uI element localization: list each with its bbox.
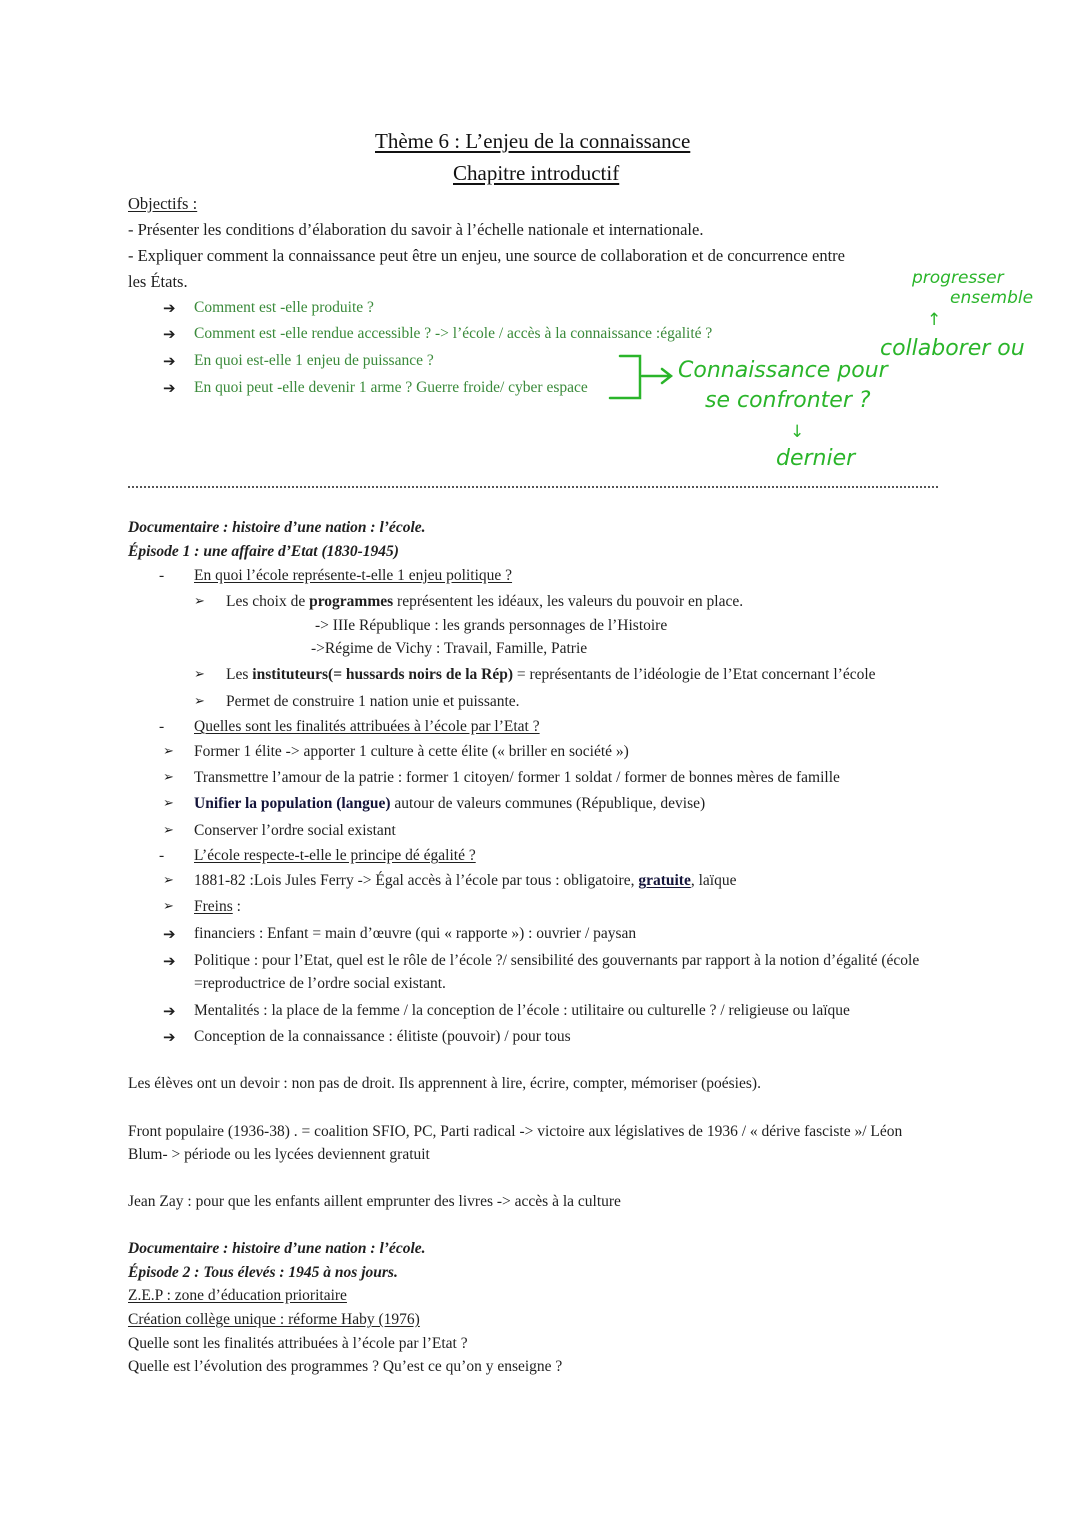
arrow-item: Mentalités : la place de la femme / la conception de l’école : utilitaire ou culturelle ? / religieuse ou laïque xyxy=(194,1002,850,1019)
episode2-line: Création collège unique : réforme Haby (1976) xyxy=(128,1311,420,1328)
arrow-icon: ➔ xyxy=(163,299,176,317)
paragraph: Les élèves ont un devoir : non pas de droit. Ils apprennent à lire, écrire, compter, mémoriser (poésies). xyxy=(128,1075,761,1092)
triangle-bullet-icon: ➢ xyxy=(163,899,174,914)
arrow-item: Politique : pour l’Etat, quel est le rôle de l’école ?/ sensibilité des gouvernants par rapport à la notion d’égalité (école xyxy=(194,952,920,969)
arrow-icon: ➔ xyxy=(163,379,176,397)
arrow-icon: ➔ xyxy=(163,352,176,370)
bullet-text: 1881-82 :Lois Jules Ferry -> Égal accès à l’école par tous : obligatoire, gratuite, laïque xyxy=(194,872,737,889)
bullet-text: Transmettre l’amour de la patrie : former 1 citoyen/ former 1 soldat / former de bonnes mères de famille xyxy=(194,769,840,786)
triangle-bullet-icon: ➢ xyxy=(194,667,205,682)
dotted-separator xyxy=(128,486,938,488)
handwritten-note: ensemble xyxy=(950,288,1034,308)
sub-line: ->Régime de Vichy : Travail, Famille, Patrie xyxy=(311,640,588,657)
dash-icon: - xyxy=(159,567,165,584)
dash-icon: - xyxy=(159,718,165,735)
triangle-bullet-icon: ➢ xyxy=(163,744,174,759)
page-title: Thème 6 : L’enjeu de la connaissance xyxy=(375,129,691,153)
bullet-text: Unifier la population (langue) autour de valeurs communes (République, devise) xyxy=(194,795,706,812)
arrow-icon: ➔ xyxy=(163,1002,176,1020)
handwritten-bracket xyxy=(600,350,680,410)
objective-question: Comment est -elle produite ? xyxy=(194,299,374,316)
handwritten-note: progresser xyxy=(912,268,1004,288)
dash-icon: - xyxy=(159,847,165,864)
objective-question: Comment est -elle rendue accessible ? -> l’école / accès à la connaissance :égalité ? xyxy=(194,325,713,342)
paragraph-continued: Blum- > période ou les lycées deviennent gratuit xyxy=(128,1146,430,1163)
handwritten-note: collaborer ou xyxy=(880,336,1025,361)
handwritten-note: Connaissance pour xyxy=(678,358,888,383)
episode2-line: Z.E.P : zone d’éducation prioritaire xyxy=(128,1287,347,1304)
paragraph: Front populaire (1936-38) . = coalition SFIO, PC, Parti radical -> victoire aux législatives de 1936 / « dérive fasciste »/ Léon xyxy=(128,1123,903,1140)
arrow-item: financiers : Enfant = main d’œuvre (qui « rapporte ») : ouvrier / paysan xyxy=(194,925,637,942)
bullet-text: Les instituteurs(= hussards noirs de la Rép) = représentants de l’idéologie de l’Etat concernant l’école xyxy=(226,666,876,683)
objective-question: En quoi est-elle 1 enjeu de puissance ? xyxy=(194,352,434,369)
triangle-bullet-icon: ➢ xyxy=(163,823,174,838)
triangle-bullet-icon: ➢ xyxy=(194,594,205,609)
arrow-icon: ➔ xyxy=(163,325,176,343)
arrow-icon: ➔ xyxy=(163,952,176,970)
episode2-title: Épisode 2 : Tous élevés : 1945 à nos jours. xyxy=(128,1264,398,1281)
triangle-bullet-icon: ➢ xyxy=(163,796,174,811)
episode2-line: Quelle est l’évolution des programmes ? Qu’est ce qu’on y enseigne ? xyxy=(128,1358,563,1375)
bullet-text: Les choix de programmes représentent les idéaux, les valeurs du pouvoir en place. xyxy=(226,593,744,610)
episode1-doc: Documentaire : histoire d’une nation : l’école. xyxy=(128,519,426,536)
handwritten-note: dernier xyxy=(776,446,856,471)
episode2-line: Quelle sont les finalités attribuées à l’école par l’Etat ? xyxy=(128,1335,468,1352)
handwritten-note: se confronter ? xyxy=(705,388,871,413)
sub-line: -> IIIe République : les grands personnages de l’Histoire xyxy=(315,617,668,634)
bullet-text: Former 1 élite -> apporter 1 culture à cette élite (« briller en société ») xyxy=(194,743,629,760)
arrow-icon: ➔ xyxy=(163,925,176,943)
arrow-icon: ➔ xyxy=(163,1028,176,1046)
triangle-bullet-icon: ➢ xyxy=(163,873,174,888)
question-heading: Quelles sont les finalités attribuées à l’école par l’Etat ? xyxy=(194,718,540,735)
objective-line-2b: les États. xyxy=(128,272,188,291)
bullet-text: Conserver l’ordre social existant xyxy=(194,822,396,839)
bullet-text: Permet de construire 1 nation unie et puissante. xyxy=(226,693,520,710)
objectives-heading: Objectifs : xyxy=(128,194,198,213)
handwritten-arrow-up-icon: ↑ xyxy=(927,310,942,330)
triangle-bullet-icon: ➢ xyxy=(163,770,174,785)
question-heading: En quoi l’école représente-t-elle 1 enjeu politique ? xyxy=(194,567,513,584)
handwritten-arrow-down-icon: ↓ xyxy=(790,422,805,442)
arrow-item-continued: =reproductrice de l’ordre social existant. xyxy=(194,975,446,992)
episode1-title: Épisode 1 : une affaire d’Etat (1830-1945) xyxy=(128,543,399,560)
bullet-text: Freins : xyxy=(194,898,241,915)
question-heading: L’école respecte-t-elle le principe dé égalité ? xyxy=(194,847,476,864)
page-subtitle: Chapitre introductif xyxy=(453,161,620,185)
paragraph: Jean Zay : pour que les enfants aillent emprunter des livres -> accès à la culture xyxy=(128,1193,621,1210)
objective-line-1: - Présenter les conditions d’élaboration du savoir à l’échelle nationale et internationale. xyxy=(128,220,704,239)
objective-line-2a: - Expliquer comment la connaissance peut être un enjeu, une source de collaboration et de concurrence entre xyxy=(128,246,845,265)
objective-question: En quoi peut -elle devenir 1 arme ? Guerre froide/ cyber espace xyxy=(194,379,588,396)
triangle-bullet-icon: ➢ xyxy=(194,694,205,709)
episode2-doc: Documentaire : histoire d’une nation : l’école. xyxy=(128,1240,426,1257)
arrow-item: Conception de la connaissance : élitiste (pouvoir) / pour tous xyxy=(194,1028,571,1045)
